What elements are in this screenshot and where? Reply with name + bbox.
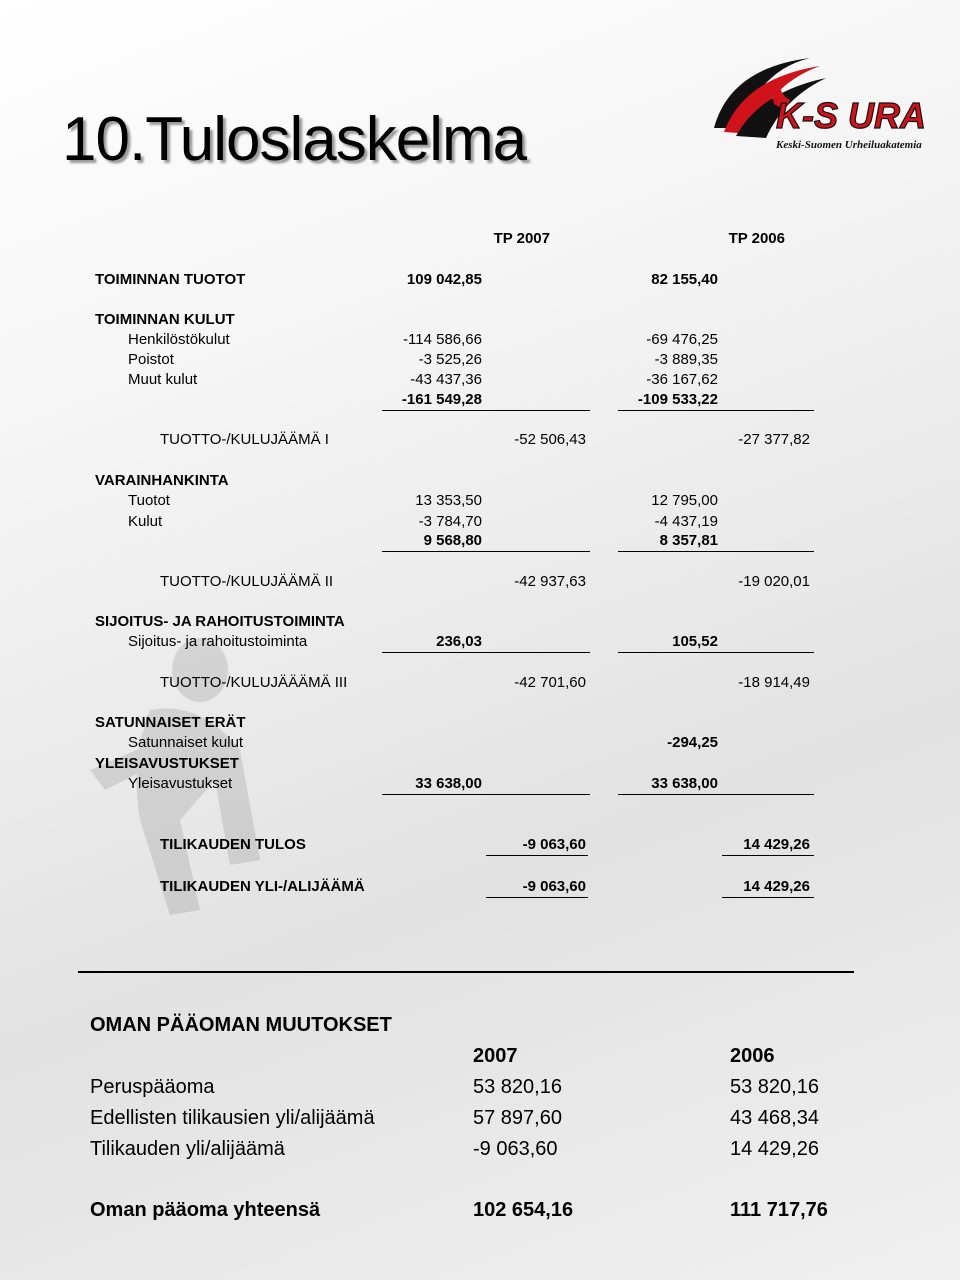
kulut-total-2006: -109 533,22 — [637, 391, 718, 408]
underline — [382, 410, 590, 411]
toiminnan-tuotot-label: TOIMINNAN TUOTOT — [95, 271, 246, 288]
underline — [382, 652, 590, 653]
kulut-total-2007: -161 549,28 — [401, 391, 482, 408]
equity-total-label: Oman pääoma yhteensä — [90, 1199, 321, 1221]
equity-total-2006: 111 717,76 — [730, 1199, 828, 1221]
yleisavustukset-item-label: Yleisavustukset — [128, 775, 233, 792]
tilikauden-tulos-2006: 14 429,26 — [743, 836, 810, 853]
underline — [722, 897, 814, 898]
kulut-2007: -3 784,70 — [418, 513, 482, 530]
kulut-2006: -4 437,19 — [654, 513, 718, 530]
satunnaiset-kulut-2006: -294,25 — [667, 734, 718, 751]
tulos2-label: TUOTTO-/KULUJÄÄMÄ II — [160, 573, 334, 590]
toiminnan-tuotot-2006: 82 155,40 — [651, 271, 718, 288]
toiminnan-tuotot-2007: 109 042,85 — [406, 271, 482, 288]
underline — [618, 652, 814, 653]
peruspaaoma-2006: 53 820,16 — [730, 1076, 819, 1098]
varainhankinta-label: VARAINHANKINTA — [95, 472, 229, 489]
poistot-label: Poistot — [128, 351, 174, 368]
underline — [382, 551, 590, 552]
muut-kulut-2006: -36 167,62 — [646, 371, 718, 388]
yleisavustukset-label: YLEISAVUSTUKSET — [95, 755, 239, 772]
equity-col-2007: 2007 — [473, 1045, 518, 1067]
equity-total-2007: 102 654,16 — [473, 1199, 574, 1221]
tulos2-2007: -42 937,63 — [514, 573, 586, 590]
underline — [618, 794, 814, 795]
tilikauden-yli-2007: -9 063,60 — [473, 1138, 558, 1160]
equity-heading: OMAN PÄÄOMAN MUUTOKSET — [90, 1014, 392, 1036]
yli-alijaama-label: TILIKAUDEN YLI-/ALIJÄÄMÄ — [160, 878, 365, 895]
tulos2-2006: -19 020,01 — [738, 573, 810, 590]
underline — [382, 794, 590, 795]
peruspaaoma-2007: 53 820,16 — [473, 1076, 562, 1098]
varainhankinta-total-2006: 8 357,81 — [659, 532, 718, 549]
henkilostokulut-2006: -69 476,25 — [646, 331, 718, 348]
page-title: 10.Tuloslaskelma — [62, 105, 527, 174]
henkilostokulut-2007: -114 586,66 — [403, 331, 482, 348]
svg-text:K-S URA: K-S URA — [776, 95, 926, 136]
tulos1-2007: -52 506,43 — [514, 431, 586, 448]
tuotot-2006: 12 795,00 — [651, 492, 718, 509]
tulos1-label: TUOTTO-/KULUJÄÄMÄ I — [160, 431, 329, 448]
tulos3-2007: -42 701,60 — [514, 674, 586, 691]
satunnaiset-label: SATUNNAISET ERÄT — [95, 714, 246, 731]
tilikauden-yli-2006: 14 429,26 — [730, 1138, 819, 1160]
sijoitus-2007: 236,03 — [436, 633, 482, 650]
sijoitus-2006: 105,52 — [672, 633, 718, 650]
underline — [486, 897, 588, 898]
tulos1-2006: -27 377,82 — [738, 431, 810, 448]
yleisavustukset-2007: 33 638,00 — [415, 775, 482, 792]
section-divider — [78, 971, 854, 973]
underline — [486, 855, 588, 856]
kulut-label: Kulut — [128, 513, 163, 530]
tulos3-label: TUOTTO-/KULUJÄÄÄMÄ III — [160, 674, 348, 691]
tuotot-2007: 13 353,50 — [415, 492, 482, 509]
equity-col-2006: 2006 — [730, 1045, 775, 1067]
column-header-2006: TP 2006 — [728, 230, 785, 247]
tilikauden-tulos-2007: -9 063,60 — [522, 836, 586, 853]
poistot-2006: -3 889,35 — [654, 351, 718, 368]
satunnaiset-kulut-label: Satunnaiset kulut — [128, 734, 244, 751]
underline — [618, 410, 814, 411]
henkilostokulut-label: Henkilöstökulut — [128, 331, 230, 348]
yleisavustukset-2006: 33 638,00 — [651, 775, 718, 792]
tilikauden-tulos-label: TILIKAUDEN TULOS — [160, 836, 306, 853]
tilikauden-yli-label: Tilikauden yli/alijäämä — [90, 1138, 285, 1160]
edelliset-2007: 57 897,60 — [473, 1107, 562, 1129]
underline — [618, 551, 814, 552]
edelliset-label: Edellisten tilikausien yli/alijäämä — [90, 1107, 375, 1129]
toiminnan-kulut-label: TOIMINNAN KULUT — [95, 311, 235, 328]
sijoitus-label: SIJOITUS- JA RAHOITUSTOIMINTA — [95, 613, 345, 630]
poistot-2007: -3 525,26 — [418, 351, 482, 368]
varainhankinta-total-2007: 9 568,80 — [423, 532, 482, 549]
column-header-2007: TP 2007 — [493, 230, 550, 247]
svg-text:Keski-Suomen Urheiluakatemia: Keski-Suomen Urheiluakatemia — [776, 139, 922, 151]
edelliset-2006: 43 468,34 — [730, 1107, 819, 1129]
tulos3-2006: -18 914,49 — [738, 674, 810, 691]
peruspaaoma-label: Peruspääoma — [90, 1076, 215, 1098]
ks-ura-logo — [700, 48, 928, 166]
yli-alijaama-2007: -9 063,60 — [522, 878, 586, 895]
sijoitus-item-label: Sijoitus- ja rahoitustoiminta — [128, 633, 308, 650]
muut-kulut-2007: -43 437,36 — [410, 371, 482, 388]
tuotot-label: Tuotot — [128, 492, 170, 509]
yli-alijaama-2006: 14 429,26 — [743, 878, 810, 895]
underline — [722, 855, 814, 856]
muut-kulut-label: Muut kulut — [128, 371, 198, 388]
